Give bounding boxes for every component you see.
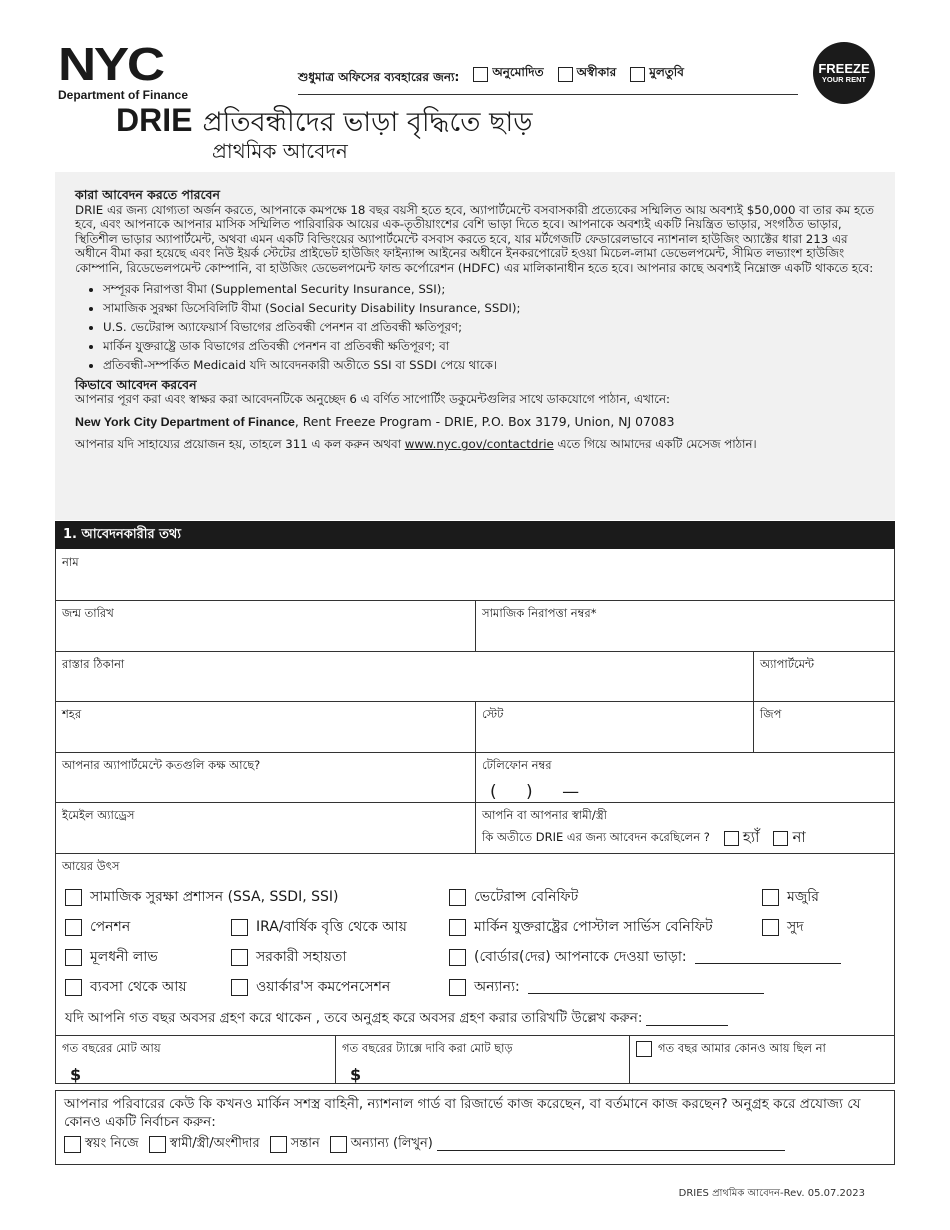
approved-checkbox[interactable] (473, 67, 488, 82)
no-label: না (792, 828, 806, 846)
total-deduction-currency: $ (350, 1065, 362, 1084)
income-public-assistance-label: সরকারী সহায়তা (256, 949, 347, 965)
income-capital-gains-checkbox[interactable] (65, 949, 82, 966)
dob-field[interactable] (56, 600, 475, 651)
badge-line2: YOUR RENT (821, 74, 867, 84)
mailing-address (75, 415, 875, 430)
income-pension-label: পেনশন (90, 919, 131, 935)
apartment-field[interactable] (753, 651, 894, 701)
prior-no-checkbox[interactable] (773, 831, 788, 846)
income-boarder-checkbox[interactable] (449, 949, 466, 966)
military-spouse-label: স্বামী/স্ত্রী/অংশীদার (169, 1136, 260, 1151)
requirement-item: • সম্পূরক নিরাপত্তা বীমা (Supplemental Security Insurance, SSI); (103, 280, 875, 298)
office-use-row (298, 64, 798, 95)
income-ssa-checkbox[interactable] (65, 889, 82, 906)
no-income-label: গত বছর আমার কোনও আয় ছিল না (658, 1041, 826, 1055)
rooms-field[interactable] (56, 752, 475, 802)
income-veterans-label: ভেটেরান্স বেনিফিট (474, 889, 579, 905)
form-revision: DRIES প্রাথমিক আবেদন-Rev. 05.07.2023 (678, 1188, 865, 1199)
prior-yes-checkbox[interactable] (724, 831, 739, 846)
income-business-checkbox[interactable] (65, 979, 82, 996)
city-label: শহর (62, 707, 82, 721)
military-child-label: সন্তান (290, 1136, 320, 1151)
total-income-field[interactable] (56, 1035, 335, 1084)
phone-format: ( ) — (490, 782, 580, 802)
state-field[interactable] (475, 701, 753, 752)
total-income-label: গত বছরের মোট আয় (62, 1041, 161, 1055)
applicant-info-grid (55, 549, 895, 1084)
income-other-checkbox[interactable] (449, 979, 466, 996)
income-pension-checkbox[interactable] (65, 919, 82, 936)
how-text: আপনার পূরণ করা এবং স্বাক্ষর করা আবেদনটিকে অনুচ্ছেদ 6 এ বর্ণিত সাপোর্টিং ডকুমেন্টগুলির সাথে ডাকযোগে পাঠান, এখানে: (75, 392, 670, 407)
name-field[interactable] (56, 549, 894, 600)
no-income-field (629, 1035, 894, 1084)
requirement-item: • প্রতিবন্ধী-সম্পর্কিত Medicaid যদি আবেদনকারী অতীতে SSI বা SSDI পেয়ে থাকে। (103, 356, 875, 374)
income-wages-label: মজুরি (787, 889, 820, 905)
income-capital-gains-label: মূলধনী লাভ (90, 949, 158, 965)
badge-line1: FREEZE (818, 60, 870, 76)
military-child-checkbox[interactable] (270, 1136, 287, 1153)
email-field[interactable] (56, 802, 475, 853)
address-rest: , Rent Freeze Program - DRIE, P.O. Box 3179, Union, NJ 07083 (294, 413, 675, 429)
total-income-currency: $ (70, 1065, 82, 1084)
state-label: স্টেট (482, 707, 504, 721)
approved-label: অনুমোদিত (492, 65, 544, 79)
pending-label: মুলতুবি (649, 65, 684, 79)
income-veterans-checkbox[interactable] (449, 889, 466, 906)
income-ira-label: IRA/বার্ষিক বৃত্তি থেকে আয় (256, 919, 407, 935)
logo-text: NYC (58, 38, 163, 90)
income-other-input[interactable] (528, 980, 764, 994)
income-postal-label: মার্কিন যুক্তরাষ্ট্রের পোস্টাল সার্ভিস বেনিফিট (474, 919, 713, 935)
military-self-label: স্বয়ং নিজে (85, 1136, 139, 1151)
zip-field[interactable] (753, 701, 894, 752)
military-other-label: অন্যান্য (লিখুন) (350, 1136, 433, 1151)
nyc-logo (58, 38, 198, 102)
title-code: DRIE (116, 102, 193, 138)
dob-label: জন্ম তারিখ (62, 606, 114, 620)
who-text: DRIE এর জন্য যোগ্যতা অর্জন করতে, আপনাকে কমপক্ষে 18 বছর বয়সী হতে হবে, অ্যাপার্টমেন্টে বসবাসকারী প্রত্যেকের সম্মিলিত আয় অবশ্যই $50,000 বা তার কম হতে হবে, এবং আপনাকে আপনার মাসিক সম্মিলিত পারিবারিক আয়ের এক-তৃতীয়াংশের বেশি ভাড়া দিতে হবে। আপনাকে অবশ্যই একটি নিয়ন্ত্রিত ভাড়ার, সংগঠিত ভাড়ার, স্থিতিশীল ভাড়ার অ্যাপার্টমেন্ট, অথবা এমন একটি বিল্ডিংয়ের অ্যাপার্টমেন্টে বসবাস করতে হবে, যার মর্টগেজটি ফেডারেলভাবে ন্যাশনাল হাউজিং অ্যাক্টের ধারা 213 এর অধীনে বীমা করা হয়েছে এবং নিউ ইয়র্ক স্টেটের প্রাইভেট হাউজিং ফাইন্যান্স আইনের অধীনে ইনকরপোরেট হওয়া মিচেল-লামা ডেভেলপমেন্ট, সীমিত লভ্যাংশ হাউজিং কোম্পানি, রিডেভেলপমেন্ট কোম্পানি, বা হাউজিং ডেভেলপমেন্ট ফান্ড কর্পোরেশন (HDFC) এর মালিকানাধীন হতে হবে। আপনার কাছে অবশ্যই নিম্নোক্ত একটি থাকতে হবে: (75, 202, 874, 275)
military-other-checkbox[interactable] (330, 1136, 347, 1153)
income-sources-label: আয়ের উৎস (62, 859, 120, 873)
requirement-item: • U.S. ভেটেরান্স অ্যাফেয়ার্স বিভাগের প্রতিবন্ধী পেনশন বা প্রতিবন্ধী ক্ষতিপূরণ; (103, 318, 875, 336)
income-boarder-label: (বোর্ডার(দের) আপনাকে দেওয়া ভাড়া: (474, 949, 687, 965)
department-name: Department of Finance (58, 88, 189, 102)
freeze-rent-badge (813, 42, 875, 104)
yes-label: হ্যাঁ (742, 828, 760, 846)
income-other-label: অন্যান্য: (474, 979, 520, 995)
no-income-checkbox[interactable] (636, 1041, 652, 1057)
ssn-field[interactable] (475, 600, 894, 651)
retirement-date-input[interactable] (646, 1012, 728, 1026)
city-field[interactable] (56, 701, 475, 752)
requirement-item: • মার্কিন যুক্তরাষ্ট্রে ডাক বিভাগের প্রতিবন্ধী পেনশন বা প্রতিবন্ধী ক্ষতিপূরণ; বা (103, 337, 875, 355)
income-workers-comp-checkbox[interactable] (231, 979, 248, 996)
retired-text: যদি আপনি গত বছর অবসর গ্রহণ করে থাকেন , তবে অনুগ্রহ করে অবসর গ্রহণ করার তারিখটি উল্লেখ করুন: (65, 1010, 643, 1026)
apartment-label: অ্যাপার্টমেন্ট (760, 657, 815, 671)
denied-label: অস্বীকার (576, 65, 617, 79)
address-bold: New York City Department of Finance (75, 414, 295, 429)
military-self-checkbox[interactable] (64, 1136, 81, 1153)
street-field[interactable] (56, 651, 753, 701)
total-deduction-label: গত বছরের ট্যাক্সে দাবি করা মোট ছাড় (342, 1041, 513, 1055)
help-post: এতে গিয়ে আমাদের একটি মেসেজ পাঠান। (553, 437, 757, 452)
name-label: নাম (62, 555, 79, 569)
income-ssa-label: সামাজিক সুরক্ষা প্রশাসন (SSA, SSDI, SSI) (90, 889, 339, 905)
street-label: রাস্তার ঠিকানা (62, 657, 125, 671)
ssn-label: সামাজিক নিরাপত্তা নম্বর* (482, 606, 597, 620)
military-other-input[interactable] (437, 1137, 785, 1151)
prior-application-field (475, 802, 894, 853)
help-text (75, 437, 875, 452)
page-subtitle: প্রাথমিক আবেদন (212, 139, 348, 163)
zip-label: জিপ (760, 707, 782, 721)
requirement-item: • সামাজিক সুরক্ষা ডিসেবিলিটি বীমা (Social Security Disability Insurance, SSDI); (103, 299, 875, 317)
how-heading: কিভাবে আবেদন করবেন (75, 376, 197, 392)
income-wages-checkbox[interactable] (762, 889, 779, 906)
prior-question-line2: কি অতীতে DRIE এর জন্য আবেদন করেছিলেন ? (482, 830, 710, 844)
income-interest-label: সুদ (787, 919, 804, 935)
income-postal-checkbox[interactable] (449, 919, 466, 936)
requirement-list (75, 280, 875, 374)
title-text: প্রতিবন্ধীদের ভাড়া বৃদ্ধিতে ছাড় (202, 107, 533, 138)
income-ira-checkbox[interactable] (231, 919, 248, 936)
income-business-label: ব্যবসা থেকে আয় (90, 979, 187, 995)
denied-checkbox[interactable] (558, 67, 573, 82)
income-interest-checkbox[interactable] (762, 919, 779, 936)
military-service-box (55, 1090, 895, 1165)
phone-label: টেলিফোন নম্বর (482, 758, 552, 772)
boarder-amount-input[interactable] (695, 950, 841, 964)
rooms-label: আপনার অ্যাপার্টমেন্টে কতগুলি কক্ষ আছে? (62, 758, 261, 772)
income-workers-comp-label: ওয়ার্কার'স কমপেনসেশন (256, 979, 391, 995)
help-pre: আপনার যদি সাহায্যের প্রয়োজন হয়, তাহলে 311 এ কল করুন অথবা (75, 437, 405, 452)
contact-link[interactable]: www.nyc.gov/contactdrie (404, 437, 554, 452)
section-heading: 1. আবেদনকারীর তথ্য (55, 521, 895, 549)
office-use-label: শুধুমাত্র অফিসের ব্যবহারের জন্য: (298, 70, 460, 84)
eligibility-info-box (55, 172, 895, 520)
military-spouse-checkbox[interactable] (149, 1136, 166, 1153)
who-heading: কারা আবেদন করতে পারবেন (75, 187, 220, 202)
military-question: আপনার পরিবারের কেউ কি কখনও মার্কিন সশস্ত্র বাহিনী, ন্যাশনাল গার্ড বা রিজার্ভে কাজ করেছেন, বা বর্তমানে কাজ করছেন? অনুগ্রহ করে প্রযোজ্য যে কোনও একটি নির্বাচন করুন: (64, 1096, 861, 1130)
phone-field[interactable] (475, 752, 894, 802)
prior-question-line1: আপনি বা আপনার স্বামী/স্ত্রী (482, 808, 607, 822)
email-label: ইমেইল অ্যাড্রেস (62, 808, 135, 822)
pending-checkbox[interactable] (630, 67, 645, 82)
total-deduction-field[interactable] (335, 1035, 629, 1084)
income-public-assistance-checkbox[interactable] (231, 949, 248, 966)
